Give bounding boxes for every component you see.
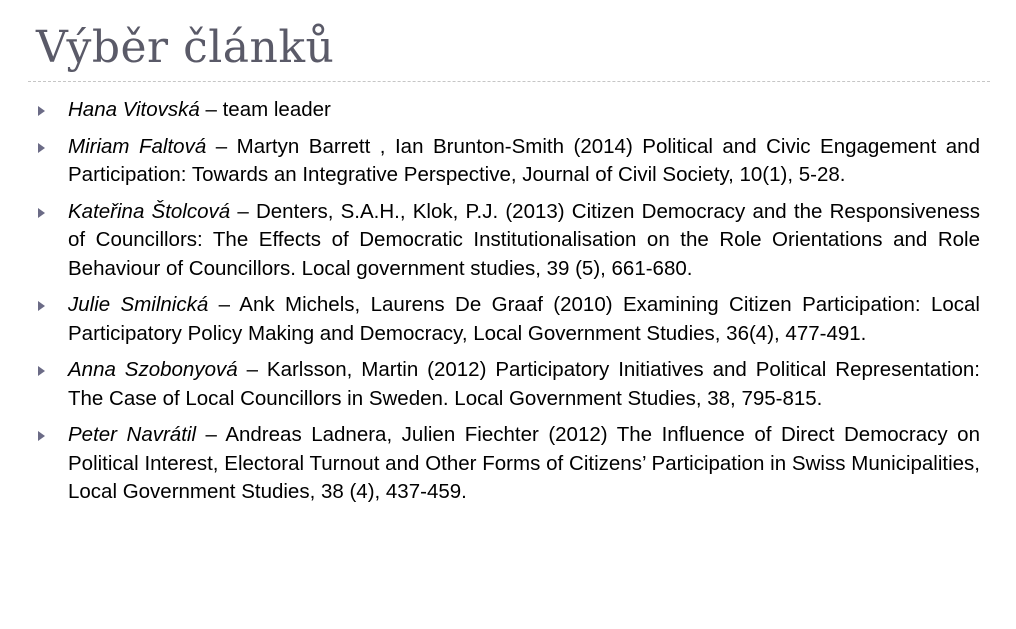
- slide-title: Výběr článků: [36, 22, 335, 73]
- item-text: – Denters, S.A.H., Klok, P.J. (2013) Citizen Democracy and the Responsiveness of Councillors: The Effects of Democratic Institutionalisation on the Role Orientations and Role Behaviour of Councillors. Local government studies, 39 (5), 661-680.: [68, 199, 980, 280]
- student-name: Miriam Faltová: [68, 134, 207, 158]
- list-item: [36, 291, 980, 348]
- list-item: [36, 96, 980, 125]
- list-item: [36, 356, 980, 413]
- bullet-arrow-icon: [38, 366, 45, 376]
- item-text: – team leader: [199, 98, 331, 121]
- student-name: Kateřina Štolcová: [68, 199, 231, 223]
- student-name: Hana Vitovská: [68, 98, 200, 121]
- bullet-arrow-icon: [38, 106, 45, 116]
- bullet-arrow-icon: [38, 208, 45, 218]
- student-name: Anna Szobonyová: [68, 358, 238, 381]
- student-name: Peter Navrátil: [68, 423, 197, 446]
- list-item: [36, 198, 980, 284]
- item-text: – Ank Michels, Laurens De Graaf (2010) Examining Citizen Participation: Local Participatory Policy Making and Democracy, Local Government Studies, 36(4), 477-491.: [68, 293, 980, 345]
- bullet-arrow-icon: [38, 143, 45, 153]
- bullet-arrow-icon: [38, 431, 45, 441]
- article-list: [36, 96, 980, 515]
- item-text: – Martyn Barrett , Ian Brunton-Smith (2014) Political and Civic Engagement and Participation: Towards an Integrative Perspective, Journal of Civil Society, 10(1), 5-28.: [68, 134, 980, 186]
- list-item: [36, 133, 980, 190]
- bullet-arrow-icon: [38, 301, 45, 311]
- title-divider: [28, 81, 990, 82]
- list-item: [36, 421, 980, 507]
- item-text: – Andreas Ladnera, Julien Fiechter (2012) The Influence of Direct Democracy on Political Interest, Electoral Turnout and Other Forms of Citizens’ Participation in Swiss Municipalities, Local Government Studies, 38 (4), 437-459.: [68, 423, 980, 503]
- item-text: – Karlsson, Martin (2012) Participatory Initiatives and Political Representation: The Case of Local Councillors in Sweden. Local Government Studies, 38, 795-815.: [68, 358, 980, 410]
- student-name: Julie Smilnická: [68, 293, 209, 316]
